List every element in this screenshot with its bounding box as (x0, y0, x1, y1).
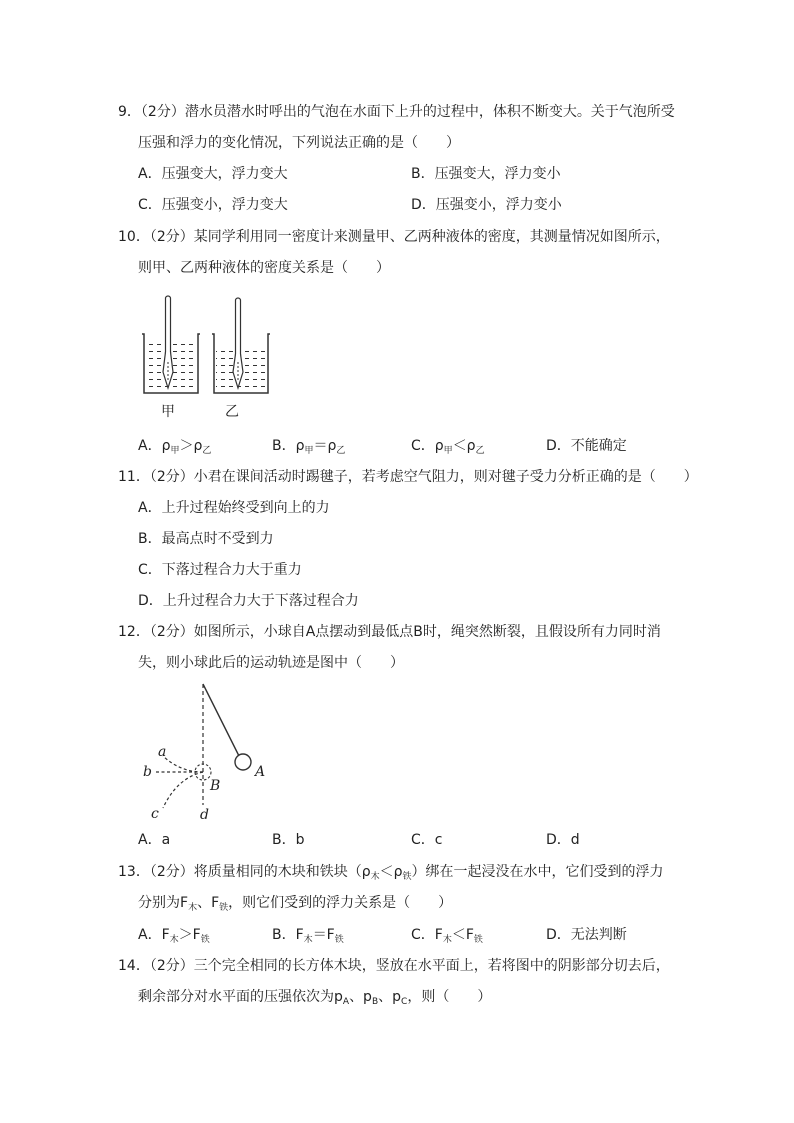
q11-option-a[interactable]: A．上升过程始终受到向上的力 (138, 500, 330, 516)
q12-stem-line1: 12．（2分）如图所示，小球自A点摆动到最低点B时，绳突然断裂，且假设所有力同时消 (118, 624, 661, 640)
q12-option-c[interactable]: C．c (411, 832, 443, 848)
q12-fig-label-B: B (210, 778, 221, 794)
q13-option-c[interactable]: C．$F_木<F_铁$ (411, 927, 483, 945)
q12-fig-label-d: d (200, 807, 209, 823)
q11-option-b[interactable]: B．最高点时不受到力 (138, 531, 274, 547)
q12-stem-line2: 失，则小球此后的运动轨迹是图中（ ） (138, 655, 404, 671)
q11-option-c[interactable]: C．下落过程合力大于重力 (138, 562, 302, 578)
q9-option-d[interactable]: D．压强变小，浮力变小 (411, 197, 562, 213)
q9-option-b[interactable]: B．压强变大，浮力变小 (411, 166, 561, 182)
q12-fig-label-a: a (158, 744, 167, 760)
q12-fig-label-c: c (151, 806, 159, 822)
q9-option-a[interactable]: A．压强变大，浮力变大 (138, 166, 288, 182)
q9-stem-line1: 9．（2分）潜水员潜水时呼出的气泡在水面下上升的过程中，体积不断变大。关于气泡所受 (118, 104, 675, 120)
q13-stem-line2: 分别为$F_木$、$F_铁$，则它们受到的浮力关系是（ ） (138, 895, 453, 913)
q13-option-d[interactable]: D．无法判断 (546, 927, 627, 943)
q12-option-b[interactable]: B．b (272, 832, 305, 848)
q9-option-c[interactable]: C．压强变小，浮力变大 (138, 197, 288, 213)
q12-option-d[interactable]: D．d (546, 832, 580, 848)
q10-option-b[interactable]: B．$\rho_甲=\rho_乙$ (272, 438, 346, 456)
q10-option-a[interactable]: A．$\rho_甲>\rho_乙$ (138, 438, 212, 456)
q10-stem-line2: 则甲、乙两种液体的密度关系是（ ） (138, 260, 390, 276)
q12-option-a[interactable]: A．a (138, 832, 171, 848)
q10-label-yi: 乙 (225, 404, 239, 420)
q12-fig-label-A: A (255, 764, 266, 780)
q13-stem-line1: 13．（2分）将质量相同的木块和铁块$(\rho_木<\rho_铁)$绑在一起浸没在水中，它们受到的浮力 (118, 864, 664, 882)
q10-label-jia: 甲 (161, 404, 175, 420)
q14-stem-line1: 14．（2分）三个完全相同的长方体木块，竖放在水平面上，若将图中的阴影部分切去后， (118, 958, 670, 974)
q14-stem-line2: 剩余部分对水平面的压强依次为$p_A$、$p_B$、$p_C$，则（ ） (138, 989, 492, 1007)
q10-option-c[interactable]: C．$\rho_甲<\rho_乙$ (411, 438, 485, 456)
beaker-jia (142, 296, 200, 393)
q11-option-d[interactable]: D．上升过程合力大于下落过程合力 (138, 593, 359, 609)
q13-option-b[interactable]: B．$F_木=F_铁$ (272, 927, 344, 945)
q9-stem-line2: 压强和浮力的变化情况，下列说法正确的是（ ） (138, 135, 460, 151)
beaker-yi (212, 298, 270, 393)
q12-fig-label-b: b (143, 764, 152, 780)
q11-stem-line1: 11．（2分）小君在课间活动时踢毽子，若考虑空气阻力，则对毽子受力分析正确的是（ ） (118, 469, 698, 485)
q10-option-d[interactable]: D．不能确定 (546, 438, 627, 454)
q10-stem-line1: 10．（2分）某同学利用同一密度计来测量甲、乙两种液体的密度，其测量情况如图所示， (118, 229, 670, 245)
q13-option-a[interactable]: A．$F_木>F_铁$ (138, 927, 210, 945)
